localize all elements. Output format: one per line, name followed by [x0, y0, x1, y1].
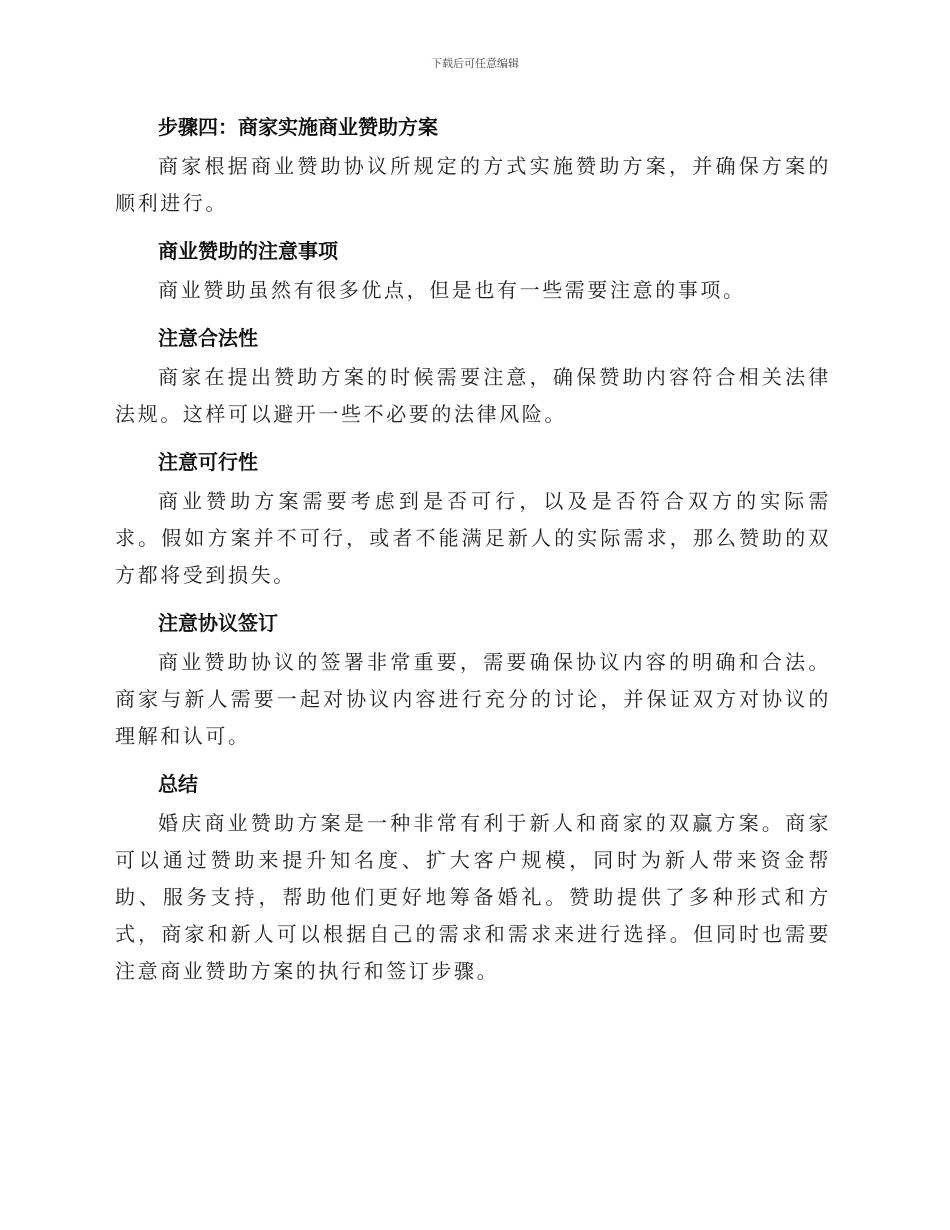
section-paragraph: 婚庆商业赞助方案是一种非常有利于新人和商家的双赢方案。商家可以通过赞助来提升知名度、扩大客户规模，同时为新人带来资金帮助、服务支持，帮助他们更好地筹备婚礼。赞助提供了多种形式和方式，商家和新人可以根据自己的需求和需求来进行选择。但同时也需要注意商业赞助方案的执行和签订步骤。: [115, 811, 831, 983]
section-legality: [115, 319, 831, 433]
section-heading: 步骤四：商家实施商业赞助方案: [158, 115, 438, 139]
section-heading: 商业赞助的注意事项: [158, 239, 338, 263]
section-paragraph: 商业赞助虽然有很多优点，但是也有一些需要注意的事项。: [158, 278, 746, 302]
section-paragraph: 商业赞助协议的签署非常重要，需要确保协议内容的明确和合法。商家与新人需要一起对协议内容进行充分的讨论，并保证双方对协议的理解和认可。: [115, 650, 831, 748]
section-summary: [115, 765, 831, 990]
section-step-four: [115, 108, 831, 222]
page-header-note: 下载后可任意编辑: [431, 57, 519, 70]
section-agreement: [115, 604, 831, 755]
section-heading: 注意合法性: [158, 326, 258, 350]
section-paragraph: 商家根据商业赞助协议所规定的方式实施赞助方案，并确保方案的顺利进行。: [115, 154, 831, 215]
section-heading: 注意协议签订: [158, 611, 278, 635]
section-precautions: [115, 232, 831, 309]
document-body: [115, 108, 831, 1000]
section-heading: 总结: [158, 772, 198, 796]
section-heading: 注意可行性: [158, 450, 258, 474]
section-paragraph: 商家在提出赞助方案的时候需要注意，确保赞助内容符合相关法律法规。这样可以避开一些不必要的法律风险。: [115, 365, 831, 426]
section-feasibility: [115, 443, 831, 594]
section-paragraph: 商业赞助方案需要考虑到是否可行，以及是否符合双方的实际需求。假如方案并不可行，或者不能满足新人的实际需求，那么赞助的双方都将受到损失。: [115, 489, 831, 587]
